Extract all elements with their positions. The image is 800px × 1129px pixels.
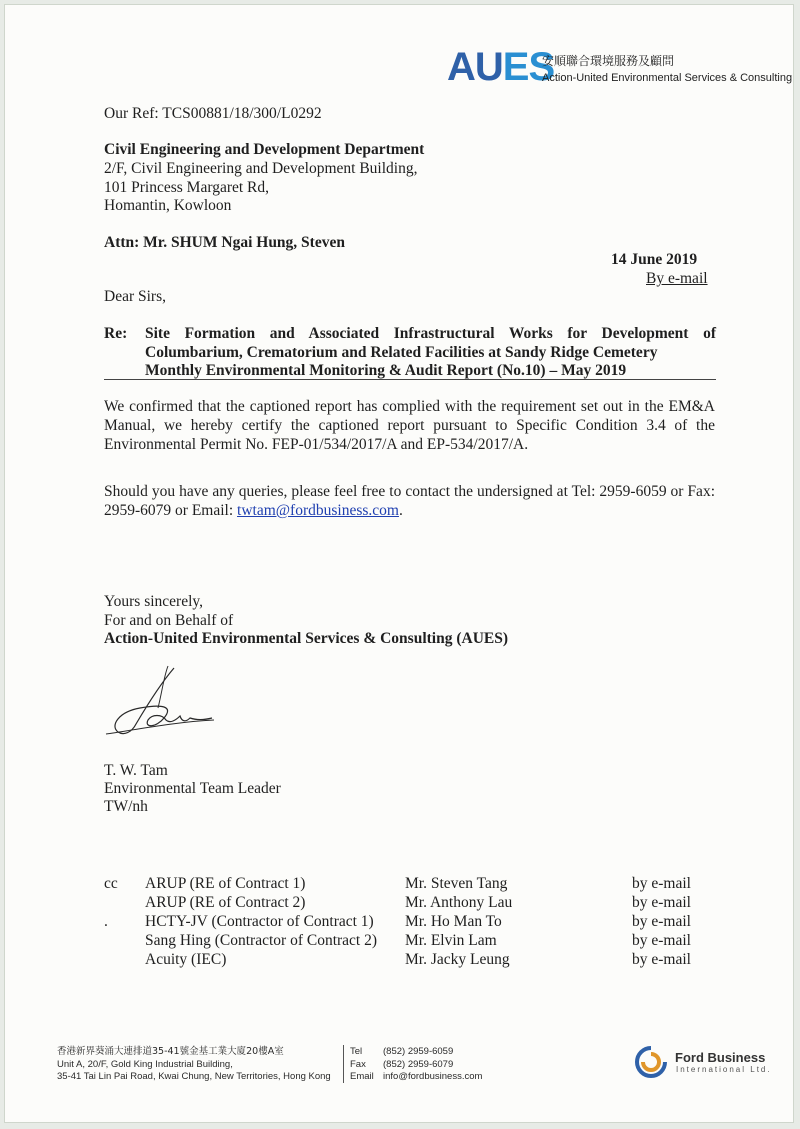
cc-person: Mr. Ho Man To bbox=[405, 913, 502, 930]
cc-person: Mr. Jacky Leung bbox=[405, 951, 510, 968]
contact-text: Should you have any queries, please feel free to contact the undersigned at Tel: 2959-6059 or Fax: 2959-6079 or Email: bbox=[104, 483, 715, 519]
handwritten-signature bbox=[104, 662, 224, 742]
footer-tel-label: Tel bbox=[350, 1046, 363, 1057]
our-reference: Our Ref: TCS00881/18/300/L0292 bbox=[104, 105, 322, 122]
cc-person: Mr. Steven Tang bbox=[405, 875, 508, 892]
cc-method: by e-mail bbox=[632, 894, 691, 911]
salutation: Dear Sirs, bbox=[104, 288, 166, 305]
aues-logo-text-end: ES bbox=[502, 45, 555, 89]
footer-email: info@fordbusiness.com bbox=[383, 1071, 483, 1082]
signer-title: Environmental Team Leader bbox=[104, 780, 281, 797]
aues-logo-text: AU bbox=[447, 45, 503, 89]
closing-line: For and on Behalf of bbox=[104, 612, 234, 629]
letter-date: 14 June 2019 bbox=[611, 251, 698, 268]
footer-fax-label: Fax bbox=[350, 1059, 366, 1070]
footer-divider bbox=[343, 1045, 344, 1083]
recipient-address-line: 101 Princess Margaret Rd, bbox=[104, 179, 270, 196]
stray-mark: . bbox=[104, 913, 108, 930]
closing-company: Action-United Environmental Services & Consulting (AUES) bbox=[104, 630, 509, 647]
cc-label: cc bbox=[104, 875, 118, 892]
footer-tel: (852) 2959-6059 bbox=[383, 1046, 454, 1057]
recipient-department: Civil Engineering and Development Department bbox=[104, 141, 425, 158]
footer-address-line: 35-41 Tai Lin Pai Road, Kwai Chung, New Territories, Hong Kong bbox=[57, 1071, 331, 1082]
re-label: Re: bbox=[104, 325, 128, 342]
cc-organisation: ARUP (RE of Contract 2) bbox=[145, 894, 306, 911]
recipient-address-line: 2/F, Civil Engineering and Development Building, bbox=[104, 160, 418, 177]
reference-initials: TW/nh bbox=[104, 798, 148, 815]
recipient-address-line: Homantin, Kowloon bbox=[104, 197, 232, 214]
contact-paragraph bbox=[104, 482, 715, 520]
email-link[interactable]: twtam@fordbusiness.com bbox=[237, 502, 399, 519]
ford-business-logo-icon bbox=[631, 1045, 671, 1079]
footer-address-chinese: 香港新界葵涌大連排道35-41號金基工業大廈20樓A室 bbox=[57, 1046, 284, 1057]
signer-name: T. W. Tam bbox=[104, 762, 168, 779]
subject-line: Monthly Environmental Monitoring & Audit Report (No.10) – May 2019 bbox=[145, 362, 627, 379]
subject-line: Columbarium, Crematorium and Related Facilities at Sandy Ridge Cemetery bbox=[145, 344, 658, 361]
company-name-chinese: 安順聯合環境服務及顧問 bbox=[542, 54, 675, 68]
cc-organisation: ARUP (RE of Contract 1) bbox=[145, 875, 306, 892]
delivery-method: By e-mail bbox=[646, 270, 708, 287]
cc-method: by e-mail bbox=[632, 913, 691, 930]
company-name-english: Action-United Environmental Services & Consulting bbox=[542, 72, 793, 84]
footer-fax: (852) 2959-6079 bbox=[383, 1059, 454, 1070]
subject-line: Site Formation and Associated Infrastructural Works for Development of bbox=[145, 325, 716, 342]
footer-email-label: Email bbox=[350, 1071, 374, 1082]
attention-line: Attn: Mr. SHUM Ngai Hung, Steven bbox=[104, 234, 345, 251]
cc-organisation: Acuity (IEC) bbox=[145, 951, 227, 968]
cc-method: by e-mail bbox=[632, 932, 691, 949]
cc-method: by e-mail bbox=[632, 875, 691, 892]
cc-organisation: Sang Hing (Contractor of Contract 2) bbox=[145, 932, 378, 949]
aues-logo bbox=[447, 47, 554, 87]
footer-address-line: Unit A, 20/F, Gold King Industrial Building, bbox=[57, 1059, 233, 1070]
cc-person: Mr. Anthony Lau bbox=[405, 894, 513, 911]
closing-line: Yours sincerely, bbox=[104, 593, 204, 610]
cc-method: by e-mail bbox=[632, 951, 691, 968]
ford-business-name: Ford Business bbox=[675, 1050, 766, 1065]
ford-business-subtitle: International Ltd. bbox=[676, 1065, 772, 1074]
contact-text-end: . bbox=[398, 502, 403, 519]
body-paragraph: We confirmed that the captioned report has complied with the requirement set out in the EM&A Manual, we hereby certify the captioned report pursuant to Specific Condition 3.4 of the Environmental Permit No. FEP-01/534/2017/A and EP-534/2017/A. bbox=[104, 398, 715, 453]
cc-person: Mr. Elvin Lam bbox=[405, 932, 497, 949]
subject-divider bbox=[104, 379, 716, 380]
cc-organisation: HCTY-JV (Contractor of Contract 1) bbox=[145, 913, 374, 930]
